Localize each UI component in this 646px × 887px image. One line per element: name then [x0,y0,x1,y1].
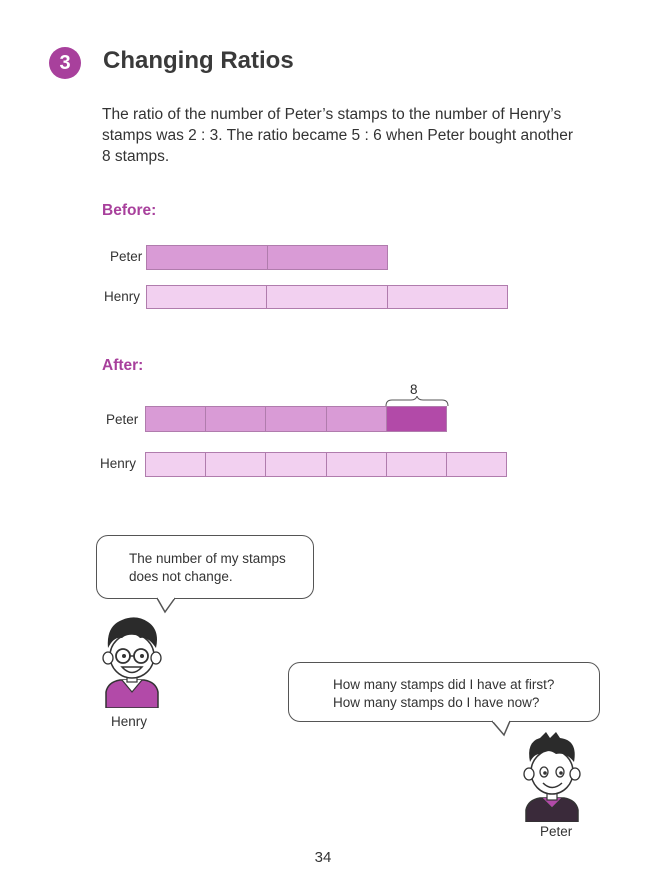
bar-unit [266,407,326,431]
before-peter-bar [146,245,388,270]
bar-unit [266,453,326,476]
section-number-badge: 3 [49,47,81,79]
peter-character-icon [516,732,588,822]
before-henry-name: Henry [104,289,141,304]
after-peter-name: Peter [106,412,139,427]
bar-unit [147,286,267,308]
bar-unit [267,286,387,308]
after-peter-bar [145,406,447,432]
bar-unit [327,453,387,476]
henry-speech-bubble [96,535,314,599]
before-label: Before: [102,202,157,219]
bar-unit [206,407,266,431]
problem-text [102,104,602,167]
bar-unit [388,286,507,308]
henry-character-icon [92,612,172,708]
bar-unit [147,246,268,269]
problem-line: stamps was 2 : 3. The ratio became 5 : 6 when Peter bought another [102,127,574,144]
bubble-tail-icon [490,719,514,737]
bar-unit [327,407,387,431]
speech-line: does not change. [129,569,233,584]
henry-caption: Henry [111,714,148,729]
bar-unit [447,453,506,476]
bar-unit [206,453,266,476]
bar-unit [387,453,447,476]
speech-line: The number of my stamps [129,551,286,566]
after-label: After: [102,357,144,374]
speech-line: How many stamps did I have at first? [333,677,555,692]
page-number: 34 [314,849,332,866]
problem-line: The ratio of the number of Peter’s stamps to the number of Henry’s [102,106,562,123]
bar-unit [146,453,206,476]
extra-stamps-label: 8 [410,382,418,397]
after-henry-name: Henry [100,456,137,471]
speech-line: How many stamps do I have now? [333,695,540,710]
bar-unit [268,246,388,269]
peter-speech-bubble [288,662,600,722]
section-title: Changing Ratios [103,47,294,74]
bar-unit-extra [387,407,446,431]
peter-caption: Peter [540,824,573,839]
bar-unit [146,407,206,431]
before-henry-bar [146,285,508,309]
after-henry-bar [145,452,507,477]
problem-line: 8 stamps. [102,148,170,165]
before-peter-name: Peter [110,249,143,264]
